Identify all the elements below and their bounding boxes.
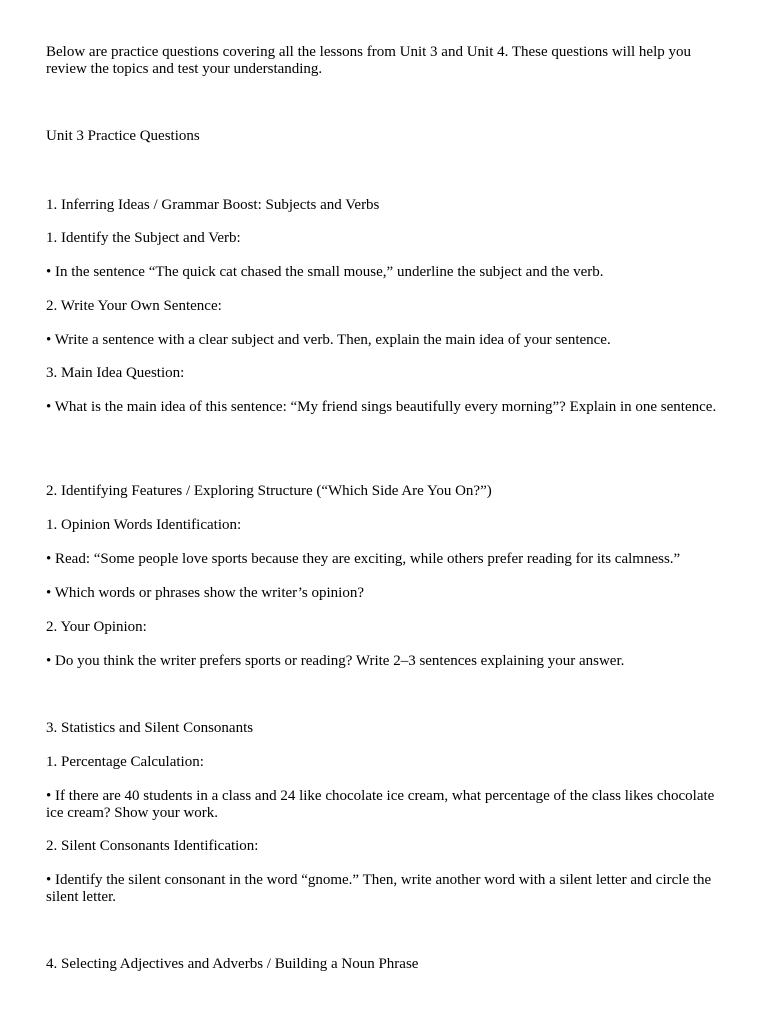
section3-q1-bullet: • If there are 40 students in a class and 24 like chocolate ice cream, what percentage of the class likes chocolate ice cream? Show your work.	[46, 788, 715, 821]
section4-heading: 4. Selecting Adjectives and Adverbs / Building a Noun Phrase	[46, 956, 419, 972]
unit-title: Unit 3 Practice Questions	[46, 128, 200, 144]
intro-paragraph: Below are practice questions covering all the lessons from Unit 3 and Unit 4. These questions will help you review the topics and test your understanding.	[46, 44, 692, 77]
section2-q2-bullet: • Do you think the writer prefers sports or reading? Write 2–3 sentences explaining your answer.	[46, 653, 625, 669]
section2-q2-title: 2. Your Opinion:	[46, 619, 147, 635]
section2-q1-title: 1. Opinion Words Identification:	[46, 517, 242, 533]
section1-q1-title: 1. Identify the Subject and Verb:	[46, 230, 241, 246]
section2-heading: 2. Identifying Features / Exploring Structure (“Which Side Are You On?”)	[46, 483, 492, 499]
section1-q1-bullet: • In the sentence “The quick cat chased the small mouse,” underline the subject and the verb.	[46, 264, 604, 280]
section3-heading: 3. Statistics and Silent Consonants	[46, 720, 254, 736]
section1-q3-bullet: • What is the main idea of this sentence: “My friend sings beautifully every morning”? Explain in one sentence.	[46, 399, 717, 415]
section1-q2-title: 2. Write Your Own Sentence:	[46, 298, 222, 314]
section3-q2-title: 2. Silent Consonants Identification:	[46, 838, 259, 854]
section2-q1-bullet-read: • Read: “Some people love sports because they are exciting, while others prefer reading for its calmness.”	[46, 551, 681, 567]
section2-q1-bullet-question: • Which words or phrases show the writer’s opinion?	[46, 585, 364, 601]
section3-q1-title: 1. Percentage Calculation:	[46, 754, 204, 770]
section1-q2-bullet: • Write a sentence with a clear subject and verb. Then, explain the main idea of your sentence.	[46, 332, 611, 348]
section3-q2-bullet: • Identify the silent consonant in the word “gnome.” Then, write another word with a silent letter and circle the silent letter.	[46, 872, 712, 905]
section1-q3-title: 3. Main Idea Question:	[46, 365, 185, 381]
section1-heading: 1. Inferring Ideas / Grammar Boost: Subjects and Verbs	[46, 197, 380, 213]
